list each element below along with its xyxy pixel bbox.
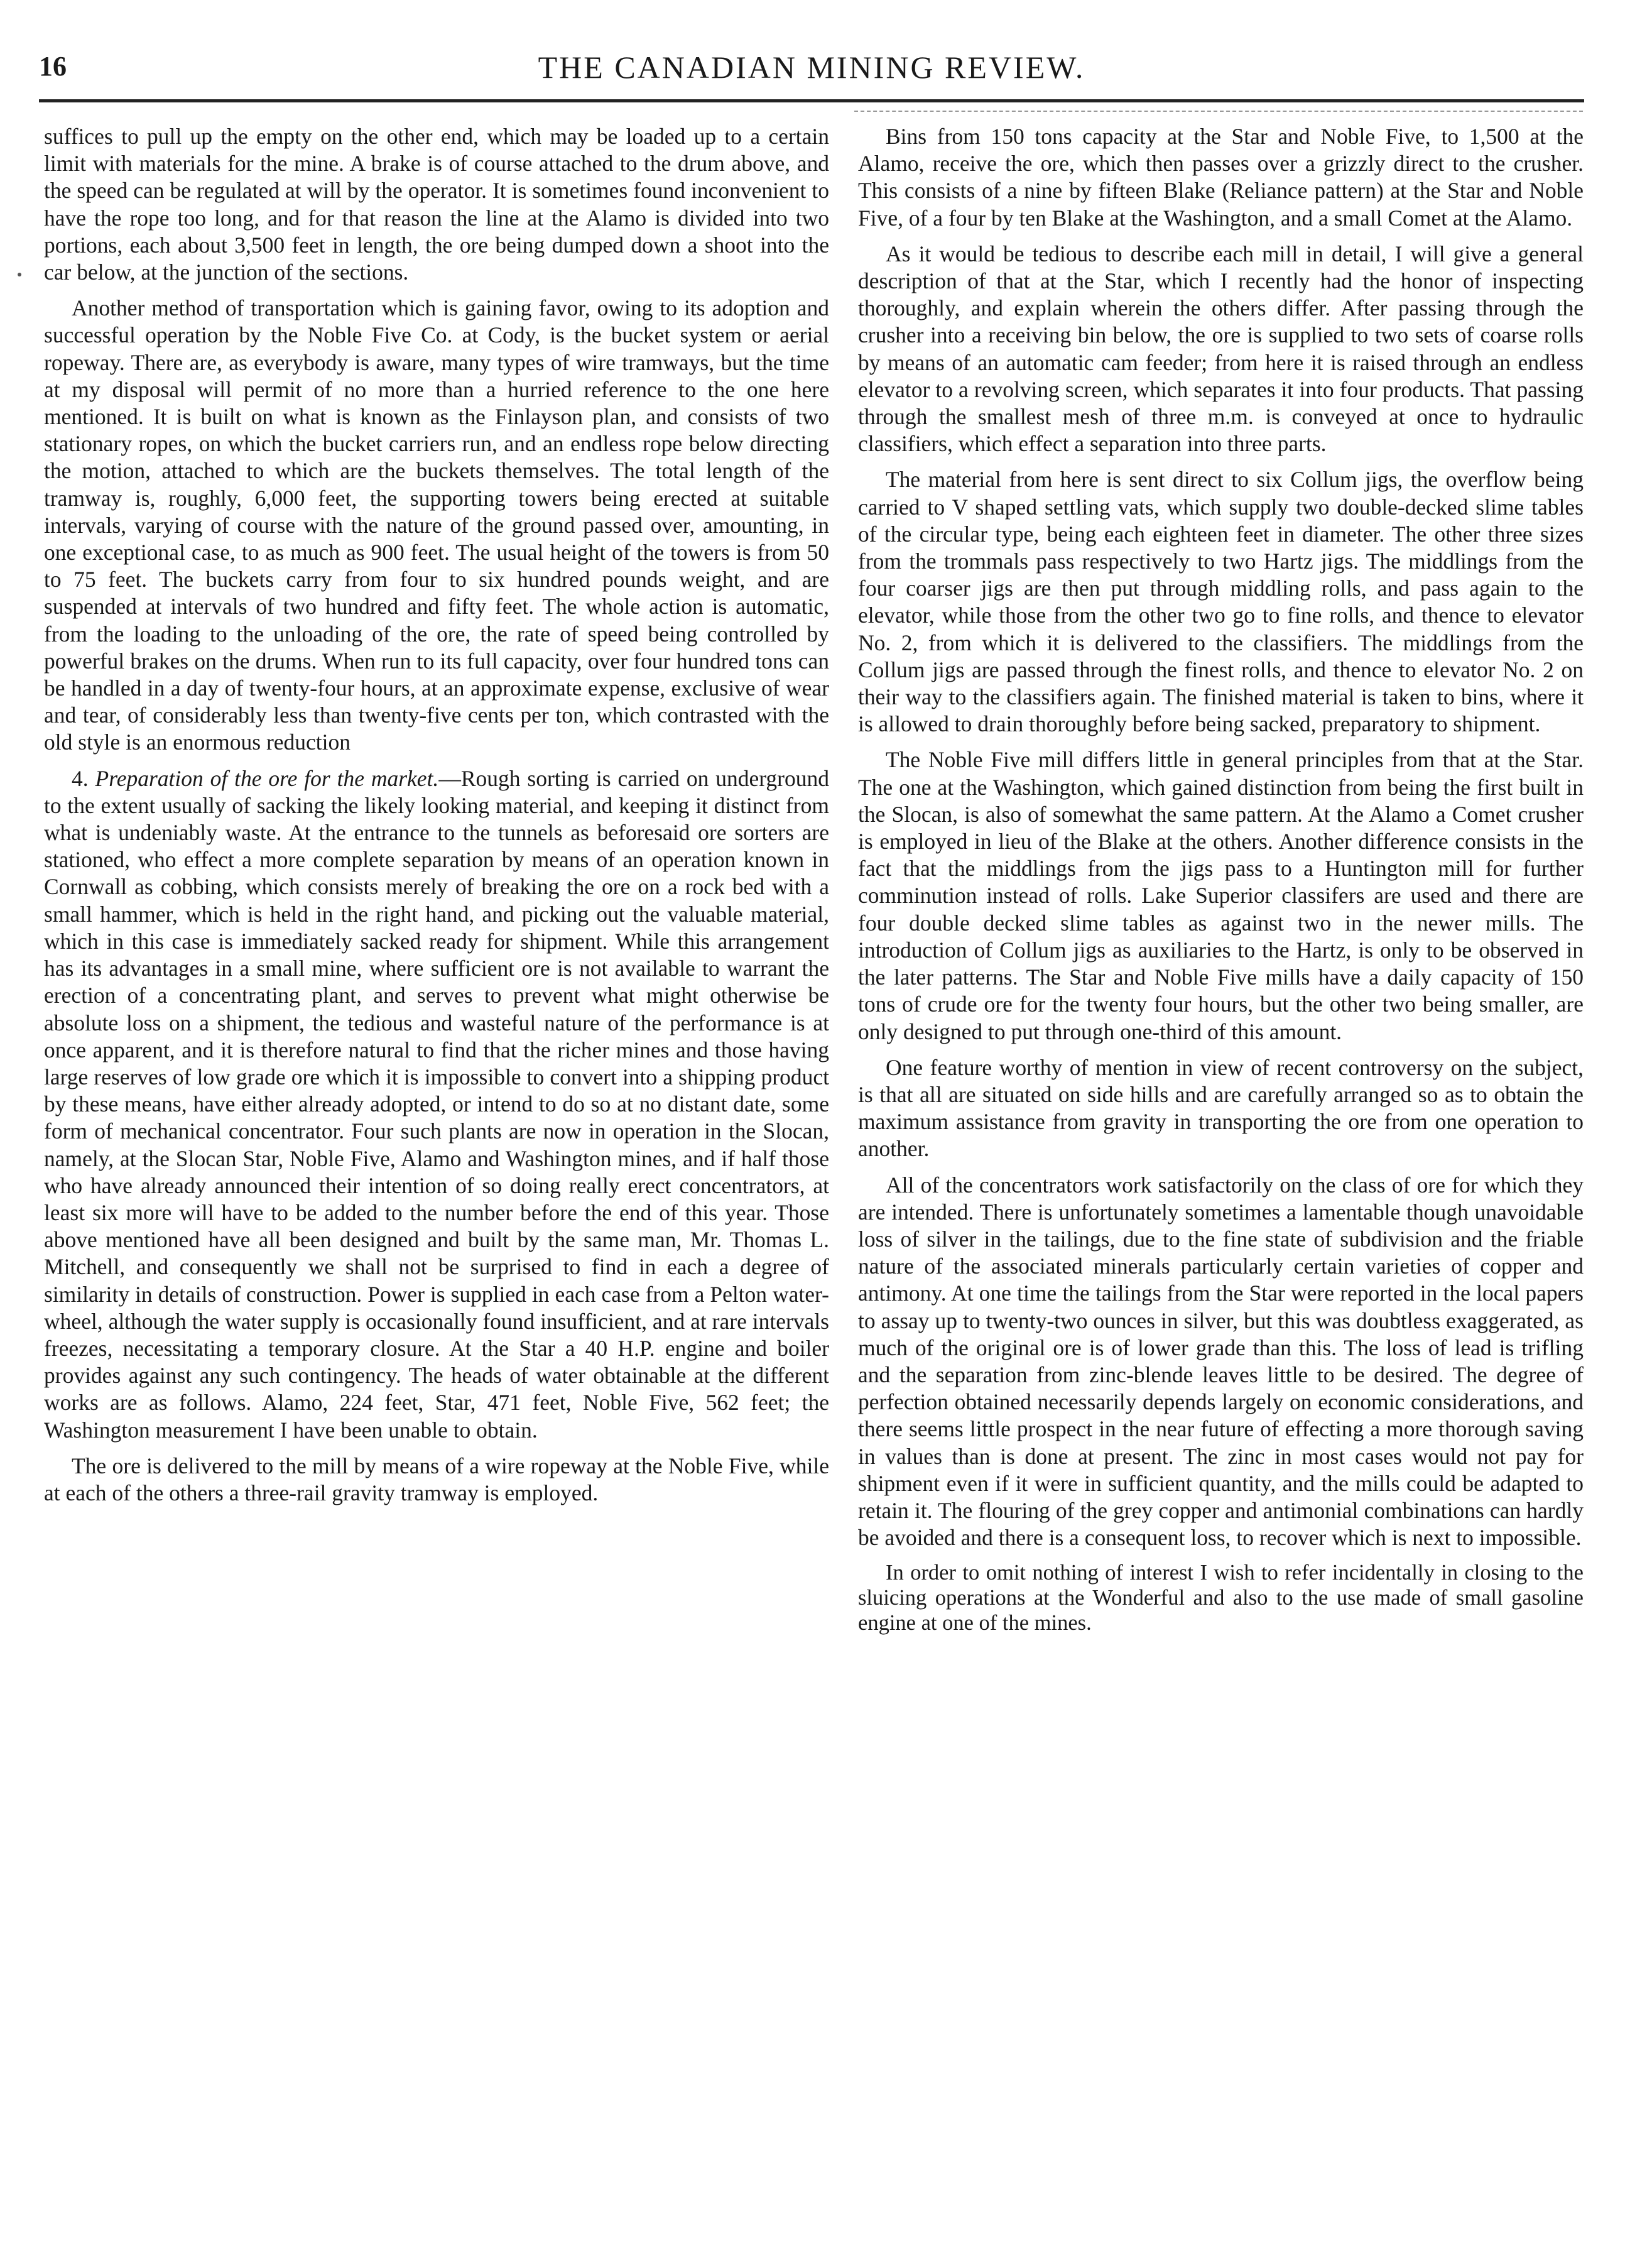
paragraph: Another method of transportation which is gaining favor, owing to its adoption and successful operation by the Noble Five Co. at Cody, is the bucket system or aerial ropeway. There are, as everybody is aware, many types of wire tramways, but the time at my disposal will permit of no more than a hurried reference to the one here mentioned. It is built on what is known as the Finlayson plan, and consists of two stationary ropes, on which the bucket carriers run, and an endless rope below directing the motion, attached to which are the buckets themselves. The total length of the tramway is, roughly, 6,000 feet, the supporting towers being erected at suitable intervals, varying of course with the nature of the ground passed over, amounting, in one exceptional case, to as much as 900 feet. The usual height of the towers is from 50 to 75 feet. The buckets carry from four to six hundred pounds weight, and are suspended at intervals of two hundred and fifty feet. The whole action is automatic, from the loading to the unloading of the ore, the rate of speed being controlled by powerful brakes on the drums. When run to its full capacity, over four hundred tons can be handled in a day of twenty-four hours, at an approximate expense, exclusive of wear and tear, of considerably less than twenty-five cents per ton, which contrasted with the old style is an enormous reduction	[44, 295, 829, 755]
paragraph: The ore is delivered to the mill by means of a wire ropeway at the Noble Five, while at each of the others a three-rail gravity tramway is employed.	[44, 1453, 829, 1505]
header-rule	[39, 99, 1584, 102]
paragraph: suffices to pull up the empty on the other end, which may be loaded up to a certain limit with materials for the mine. A brake is of course attached to the drum above, and the speed can be regulated at will by the operator. It is sometimes found inconvenient to have the rope too long, and for that reason the line at the Alamo is divided into two portions, each about 3,500 feet in length, the ore being dumped down a shoot into the car below, at the junction of the sections.	[44, 124, 829, 285]
page-number: 16	[39, 51, 67, 82]
page-header	[39, 36, 1584, 99]
paragraph: Bins from 150 tons capacity at the Star and Noble Five, to 1,500 at the Alamo, receive the ore, which then passes over a grizzly direct to the crusher. This consists of a nine by fifteen Blake (Reliance pattern) at the Star and Noble Five, of a four by ten Blake at the Washington, and a small Comet at the Alamo.	[858, 124, 1584, 231]
paragraph: The material from here is sent direct to six Collum jigs, the overflow being carried to V shaped settling vats, which supply two double-decked slime tables of the circular type, being each eighteen feet in diameter. The other three sizes from the trommals pass respectively to two Hartz jigs. The middlings from the four coarser jigs are then put through middling rolls, and pass again to the elevator, while those from the other two go to fine rolls, and thence to elevator No. 2, from which it is delivered to the classifiers. The middlings from the Collum jigs are passed through the finest rolls, and thence to elevator No. 2 on their way to the classifiers again. The finished material is taken to bins, where it is allowed to drain thoroughly before being sacked, preparatory to shipment.	[858, 467, 1584, 737]
paragraph: As it would be tedious to describe each mill in detail, I will give a general description of that at the Star, which I recently had the honor of inspecting thoroughly, and explain wherein the others differ. After passing through the crusher into a receiving bin below, the ore is supplied to two sets of coarse rolls by means of an automatic cam feeder; from here it is raised through an endless elevator to a revolving screen, which separates it into four products. That passing through the smallest mesh of three m.m. is conveyed at once to hydraulic classifiers, which effect a separation into three parts.	[858, 241, 1584, 457]
paragraph: In order to omit nothing of interest I wish to refer incidentally in closing to the sluicing operations at the Wonderful and also to the use made of small gasoline engine at one of the mines.	[858, 1561, 1584, 1635]
paragraph: All of the concentrators work satisfactorily on the class of ore for which they are intended. There is unfortunately sometimes a lamentable though unavoidable loss of silver in the tailings, due to the fine state of subdivision and the friable nature of the associated minerals particularly certain varieties of copper and antimony. At one time the tailings from the Star were reported in the local papers to assay up to twenty-two ounces in silver, but this was doubtless exaggerated, as much of the original ore is of lower grade than this. The loss of lead is trifling and the separation from zinc-blende leaves little to be desired. The degree of perfection obtained necessarily depends largely on economic considerations, and there seems little prospect in the near future of effecting a more thorough saving in values than is done at present. The zinc in most cases would not pay for shipment even if it were in sufficient quantity, and the mills could be adapted to retain it. The flouring of the grey copper and antimonial combinations can hardly be avoided and there is a consequent loss, to recover which is next to impossible.	[858, 1172, 1584, 1551]
margin-mark	[18, 273, 21, 276]
left-column	[44, 123, 829, 1515]
journal-title: THE CANADIAN MINING REVIEW.	[538, 50, 1085, 85]
section-number: 4.	[72, 765, 89, 791]
paragraph: One feature worthy of mention in view of recent controversy on the subject, is that all are situated on side hills and are carefully arranged so as to obtain the maximum assistance from gravity in transporting the ore from one operation to another.	[858, 1054, 1584, 1162]
header-subrule	[854, 111, 1583, 112]
section-text: —Rough sorting is carried on underground to the extent usually of sacking the likely looking material, and keeping it distinct from what is undeniably waste. At the entrance to the tunnels as beforesaid ore sorters are stationed, who effect a more complete separation by means of an operation known in Cornwall as cobbing, which consists merely of breaking the ore on a rock bed with a small hammer, which is held in the right hand, and picking out the valuable material, which in this case is immediately sacked ready for shipment. While this arrangement has its advantages in a small mine, where sufficient ore is not available to warrant the erection of a concentrating plant, and serves to prevent what might otherwise be absolute loss on a shipment, the tedious and wasteful nature of the performance is at once apparent, and it is therefore natural to find that the richer mines and those having large reserves of low grade ore which it is impossible to convert into a shipping product by these means, have either already adopted, or intend to do so at no distant date, some form of mechanical concentrator. Four such plants are now in operation in the Slocan, namely, at the Slocan Star, Noble Five, Alamo and Washington mines, and if half those who have already announced their intention of so doing really erect concentrators, at least six more will have to be added to the number before the end of this year. Those above mentioned have all been designed and built by the same man, Mr. Thomas L. Mitchell, and consequently we shall not be surprised to find in each a degree of similarity in details of construction. Power is supplied in each case from a Pelton water-wheel, although the water supply is occasionally found insufficient, and at rare intervals freezes, necessitating a temporary closure. At the Star a 40 H.P. engine and boiler provides against any such contingency. The heads of water obtainable at the different works are as follows. Alamo, 224 feet, Star, 471 feet, Noble Five, 562 feet; the Washington measurement I have been unable to obtain.	[44, 765, 830, 1443]
section-title: Preparation of the ore for the market.	[95, 765, 439, 791]
paragraph	[44, 765, 829, 1444]
paragraph: The Noble Five mill differs little in general principles from that at the Star. The one at the Washington, which gained distinction from being the first built in the Slocan, is also of somewhat the same pattern. At the Alamo a Comet crusher is employed in lieu of the Blake at the others. Another difference consists in the fact that the middlings from the jigs pass to a Huntington mill for further comminution instead of rolls. Lake Superior classifers are used and there are four double decked slime tables as against two in the newer mills. The introduction of Collum jigs as auxiliaries to the Hartz, is only to be observed in the later patterns. The Star and Noble Five mills have a daily capacity of 150 tons of crude ore for the twenty four hours, but the other two being smaller, are only designed to put through one-third of this amount.	[858, 747, 1584, 1044]
right-column	[858, 123, 1584, 1644]
